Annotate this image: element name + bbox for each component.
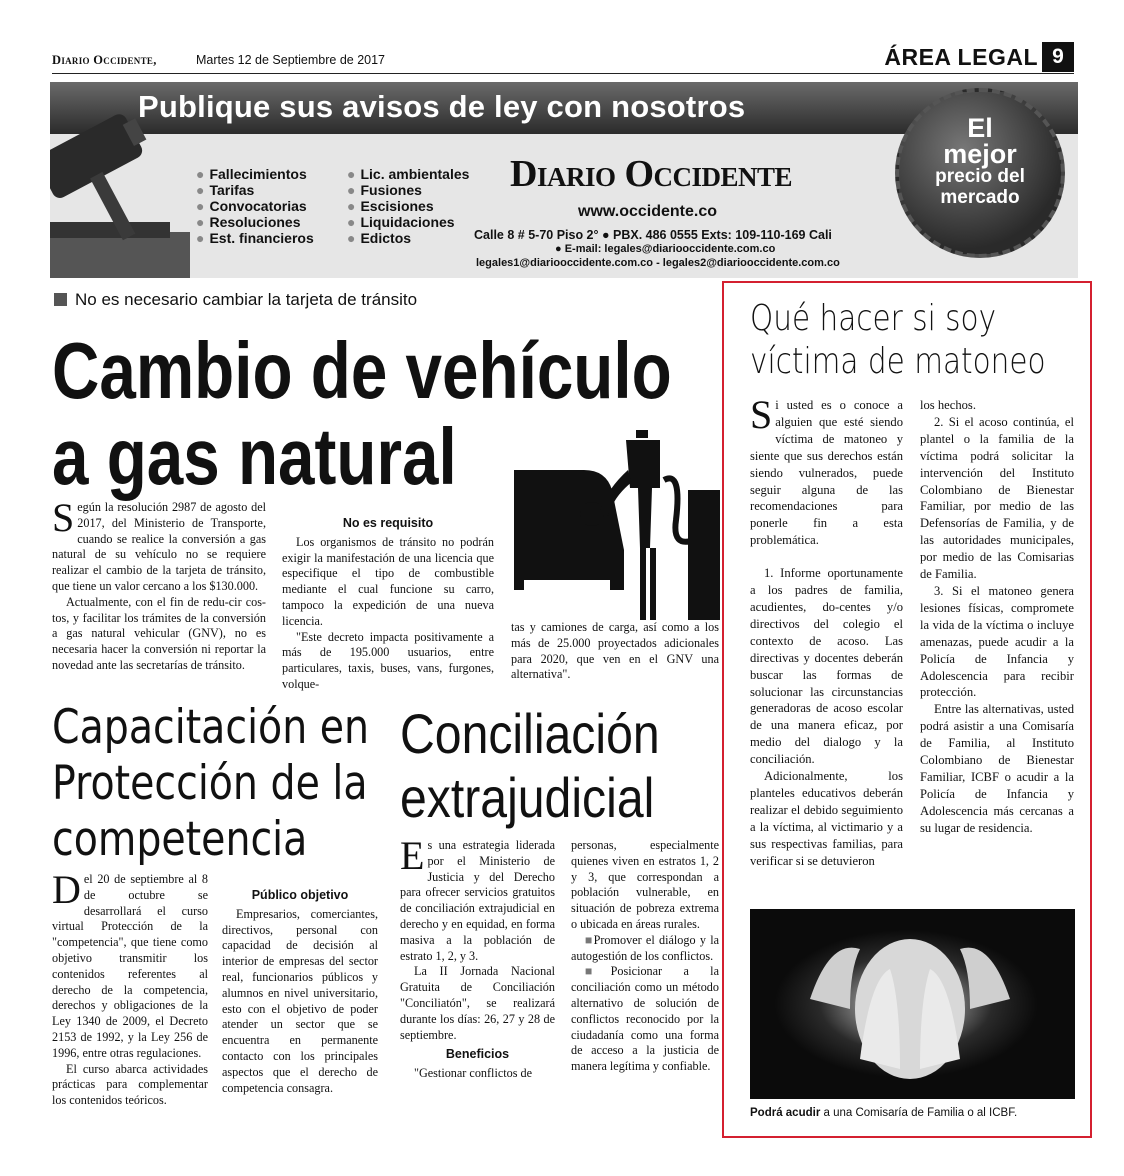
paragraph: los hechos.	[920, 398, 976, 412]
title-line: víctima de matoneo	[750, 341, 1046, 382]
best-price-seal	[895, 88, 1065, 258]
ad-list-item: ● Liquidaciones	[347, 214, 469, 230]
article-headline: Cambio de vehículo	[52, 326, 672, 415]
article-column	[400, 833, 555, 1082]
sidebar-article	[722, 281, 1092, 1138]
page-number: 9	[1042, 42, 1074, 72]
ad-url: www.occidente.co	[578, 203, 717, 220]
ad-email: ● E-mail: legales@diariooccidente.com.co	[555, 243, 776, 255]
article-column	[52, 867, 208, 1109]
paragraph: Empresarios, comerciantes, directivos, personal con capacidad de decisión al interior de empresas del sector real, funcionarios públicos y alumnos en nivel universitario, esto con el objetivo de poder atender un sector que se encuentra en permanente contacto con los principales aspectos que el derecho de competencia consagra.	[222, 906, 378, 1095]
gas-station-silhouette	[514, 430, 720, 620]
ad-list-item: ● Escisiones	[347, 198, 469, 214]
article-kicker: No es necesario cambiar la tarjeta de tránsito	[54, 290, 417, 310]
ad-list-left	[196, 166, 314, 246]
ad-list-item: ● Resoluciones	[196, 214, 314, 230]
article-column	[282, 512, 494, 693]
ad-list-right	[347, 166, 469, 246]
paragraph: tas y camiones de carga, así como a los más de 25.000 proyectados adicionales para 2020, que ven en el GNV una alternativa".	[511, 620, 719, 682]
paragraph: personas, especialmente quienes viven en estratos 1, 2 y 3, que correspondan a población vulnerable, en situación de pobreza extrema o ubicada en áreas rurales.	[571, 838, 719, 931]
paragraph: "Gestionar conflictos de	[414, 1066, 533, 1081]
article-column	[571, 838, 719, 1075]
article-column	[511, 620, 719, 683]
paragraph: Entre las alternativas, usted podrá asistir a una Comisaría de Familia, al Instituto Colombiano de Bienestar Familiar, ICBF o acudir a la Policía de Infancia y Adolescencia más cercanas a su lugar de residencia.	[920, 702, 1074, 835]
masthead	[52, 44, 1074, 74]
drop-cap: S	[750, 392, 773, 437]
sidebar-title	[750, 297, 1046, 383]
bullet-paragraph: ■ Promover el diálogo y la autogestión de los conflictos.	[571, 933, 719, 965]
ad-list-item: ● Convocatorias	[196, 198, 314, 214]
ad-headline: Publique sus avisos de ley con nosotros	[138, 89, 746, 124]
issue-date: Martes 12 de Septiembre de 2017	[196, 53, 386, 67]
seal-line: mercado	[940, 187, 1020, 208]
ad-list-item: ● Fusiones	[347, 182, 469, 198]
paragraph: s una estrategia liderada por el Ministerio de Justicia y del Derecho para ofrecer servicios gratuitos de conciliación extrajudicial en derecho y en equidad, en forma masiva a la población de estrato 1, 2, y 3.	[400, 838, 555, 963]
ad-address: Calle 8 # 5-70 Piso 2° ● PBX. 486 0555 Exts: 109-110-169 Cali	[474, 228, 832, 242]
paragraph: 3. Si el matoneo genera lesiones físicas, compromete la vida de la víctima o incluye amenazas, puede acudir a la Policía de Infancia y Adolescencia para recibir protección.	[920, 583, 1074, 700]
ad-list-item: ● Fallecimientos	[196, 166, 314, 182]
paragraph: el 20 de septiembre al 8 de octubre se desarrollará el curso virtual Protección de la "competencia", que tiene como objetivo transmitir los contenidos referentes al derecho de la competencia, derechos y obligaciones de la Ley 1340 de 2009, el Decreto 2153 de 1992, y la Ley 256 de 1996, entre otras regulaciones.	[52, 872, 208, 1060]
ad-list-item: ● Lic. ambientales	[347, 166, 469, 182]
seal-line: El	[967, 113, 993, 143]
paragraph: El curso abarca actividades prácticas para complementar los contenidos teóricos.	[52, 1061, 208, 1108]
paragraph: Actualmente, con el fin de redu-cir cos-tos, y facilitar los trámites de la conversión a gas natural vehicular (GNV), no es necesaria hacer la conversión ni reportar la novedad ante las secretarías de tránsito.	[52, 594, 266, 672]
paragraph: 2. Si el acoso continúa, el plantel o la familia de la víctima podrá solicitar la intervención del Instituto Colombiano de Bienestar Familiar, por medio de las Defensorías de Familia, y de las autoridades municipales, por medio de las Comisarias de Familia.	[920, 414, 1074, 582]
ad-logo: Diario Occidente	[510, 153, 793, 195]
paragraph: 1. Informe oportunamente a los padres de familia, acudientes, do-centes y/o directivos del colegio el contexto de acoso. Las directivas y docentes deberán buscar las formas de solucionar las circunstancias generadoras de acoso escolar de una manera eficaz, por medio del dialogo y la conciliación.	[750, 566, 903, 767]
caption-text: a una Comisaría de Familia o al ICBF.	[820, 1107, 1018, 1119]
headline-line: Protección de la	[52, 756, 368, 811]
sidebar-column	[750, 392, 903, 869]
sidebar-column	[920, 397, 1074, 837]
seal-line: precio del	[935, 166, 1025, 187]
paragraph: egún la resolución 2987 de agosto del 2017, del Ministerio de Transporte, cuando se realice la conversión a gas natural de su vehículo no se requiere realizar el cambio de la tarjeta de tránsito, que tiene un valor cercano a los $130.000.	[52, 500, 266, 593]
paragraph: "Este decreto impacta positivamente a más de 195.000 usuarios, entre particulares, taxis, buses, vans, furgones, volque-	[282, 629, 494, 691]
hands-over-face-illustration	[750, 909, 1075, 1099]
drop-cap: S	[52, 495, 75, 540]
photo-caption	[750, 1107, 1017, 1119]
ad-emails: legales1@diariooccidente.com.co - legales2@diariooccidente.com.co	[476, 257, 840, 269]
section-title: ÁREA LEGAL	[884, 44, 1038, 70]
caption-bold: Podrá acudir	[750, 1107, 821, 1119]
paragraph: i usted es o conoce a alguien que esté siendo víctima de matoneo y siente que sus derechos están siendo vulnerados, puede seguir alguna de las recomendaciones para ponerle fin a esta problemática.	[750, 398, 903, 548]
ad-list-item: ● Est. financieros	[196, 230, 314, 246]
drop-cap: D	[52, 867, 81, 912]
article-headline	[400, 702, 660, 830]
paragraph: Los organismos de tránsito no podrán exigir la manifestación de una licencia que especifique el tipo de combustible mediante el cual funcione su carro, tampoco la expedición de una nueva licencia.	[282, 534, 494, 628]
photo-hands-over-face	[750, 909, 1075, 1099]
headline-line: Capacitación en	[52, 700, 370, 755]
article-column	[52, 495, 266, 674]
article-headline: a gas natural	[52, 412, 457, 501]
article-headline	[52, 700, 369, 868]
subheading: Beneficios	[445, 1047, 510, 1062]
ad-list-item: ● Tarifas	[196, 182, 314, 198]
seal-line: mejor	[943, 139, 1017, 169]
paragraph: La II Jornada Nacional Gratuita de Conciliación "Conciliatón", se realizará durante los días: 26, 27 y 28 de septiembre.	[400, 964, 555, 1042]
headline-line: competencia	[52, 812, 308, 867]
headline-line: extrajudicial	[400, 766, 655, 829]
article-column	[222, 884, 378, 1096]
paper-name: Diario Occidente,	[52, 53, 157, 67]
paragraph: Adicionalmente, los planteles educativos deberán realizar el debido seguimiento a la víctima, al victimario y a sus respectivas familias, para verificar si se detuvieron	[750, 769, 903, 868]
headline-line: Conciliación	[400, 702, 660, 765]
bullet-paragraph: ■ Posicionar a la conciliación como un método alternativo de solución de conflictos reconocido por la ciudadanía como una forma de acceso a la justicia de manera legítima y confiable.	[571, 964, 719, 1075]
subheading: Público objetivo	[251, 888, 349, 902]
subheading: No es requisito	[342, 516, 434, 530]
ad-list-item: ● Edictos	[347, 230, 469, 246]
drop-cap: E	[400, 833, 425, 878]
title-line: Qué hacer si soy	[750, 298, 997, 339]
